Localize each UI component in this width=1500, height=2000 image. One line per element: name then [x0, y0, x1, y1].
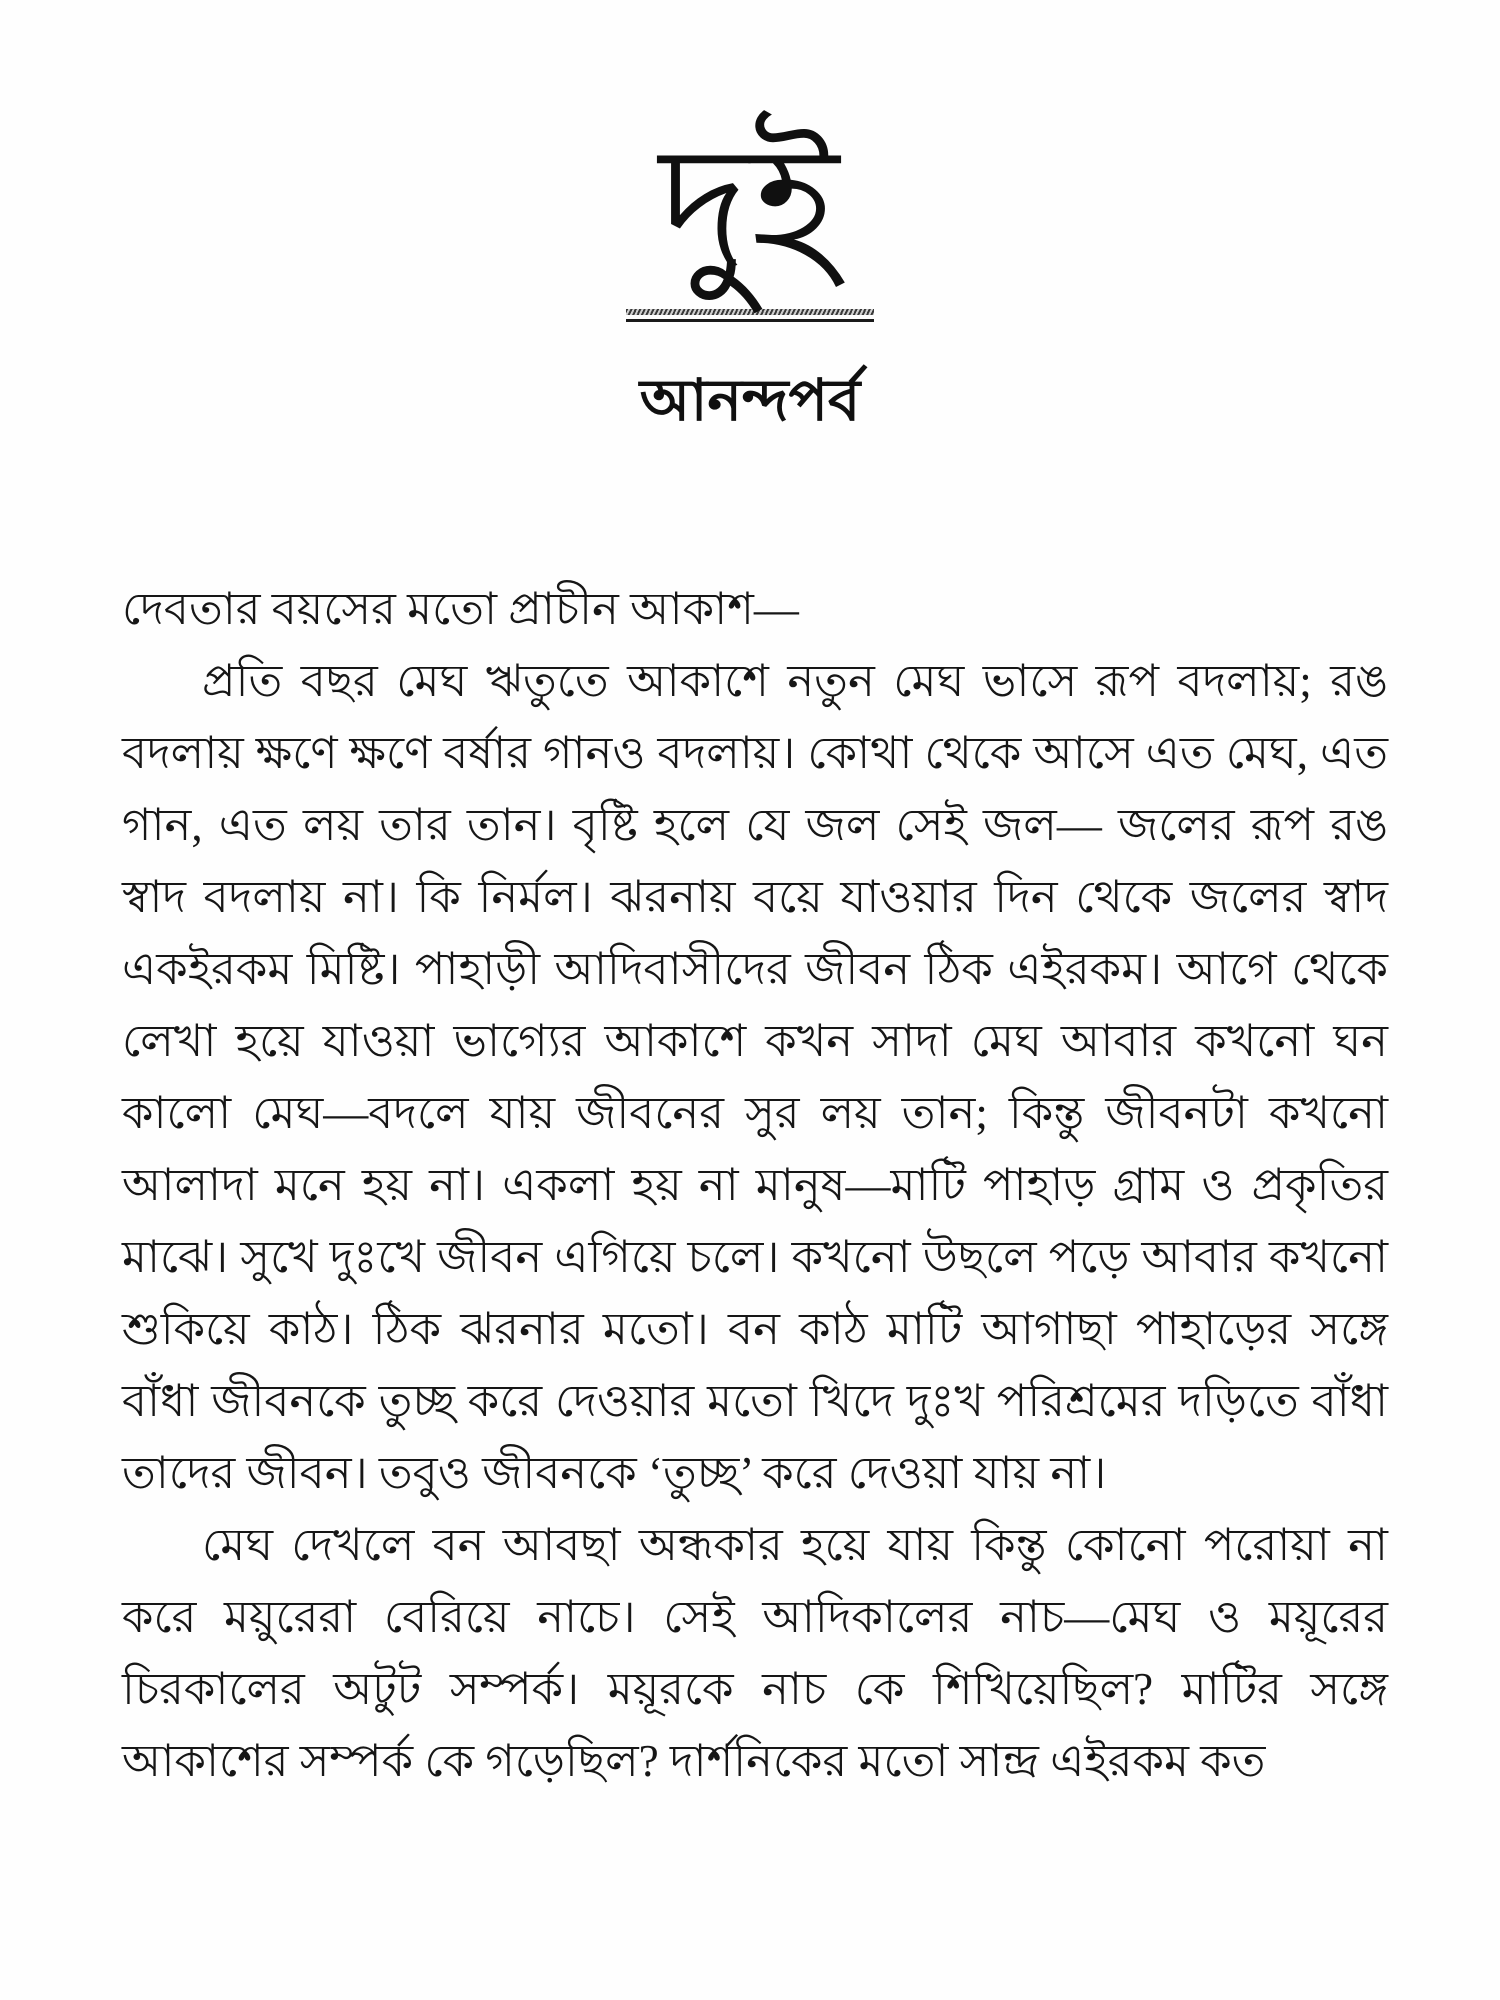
body-text [0, 573, 1500, 1797]
paragraph: প্রতি বছর মেঘ ঋতুতে আকাশে নতুন মেঘ ভাসে রূপ বদলায়; রঙ বদলায় ক্ষণে ক্ষণে বর্ষার গানও বদলায়। কোথা থেকে আসে এত মেঘ, এত গান, এত লয় তার তান। বৃষ্টি হলে যে জল সেই জল— জলের রূপ রঙ স্বাদ বদলায় না। কি নির্মল। ঝরনায় বয়ে যাওয়ার দিন থেকে জলের স্বাদ একইরকম মিষ্টি। পাহাড়ী আদিবাসীদের জীবন ঠিক এইরকম। আগে থেকে লেখা হয়ে যাওয়া ভাগ্যের আকাশে কখন সাদা মেঘ আবার কখনো ঘন কালো মেঘ—বদলে যায় জীবনের সুর লয় তান; কিন্তু জীবনটা কখনো আলাদা মনে হয় না। একলা হয় না মানুষ—মাটি পাহাড় গ্রাম ও প্রকৃতির মাঝে। সুখে দুঃখে জীবন এগিয়ে চলে। কখনো উছলে পড়ে আবার কখনো শুকিয়ে কাঠ। ঠিক ঝরনার মতো। বন কাঠ মাটি আগাছা পাহাড়ের সঙ্গে বাঁধা জীবনকে তুচ্ছ করে দেওয়ার মতো খিদে দুঃখ পরিশ্রমের দড়িতে বাঁধা তাদের জীবন। তবুও জীবনকে ‘তুচ্ছ’ করে দেওয়া যায় না। [122, 655, 1388, 1498]
divider-solid-rule [626, 319, 874, 322]
chapter-divider [626, 309, 874, 322]
paragraph: মেঘ দেখলে বন আবছা অন্ধকার হয়ে যায় কিন্তু কোনো পরোয়া না করে ময়ুরেরা বেরিয়ে নাচে। সেই আদিকালের নাচ—মেঘ ও ময়ূরের চিরকালের অটুট সম্পর্ক। ময়ূরকে নাচ কে শিখিয়েছিল? মাটির সঙ্গে আকাশের সম্পর্ক কে গড়েছিল? দার্শনিকের মতো সান্দ্র এইরকম কত [122, 1519, 1388, 1786]
chapter-title: আনন্দপর্ব [639, 367, 861, 433]
chapter-number: দুই [659, 115, 841, 303]
chapter-header [0, 0, 1500, 453]
divider-hatched-rule [626, 309, 874, 315]
paragraph: দেবতার বয়সের মতো প্রাচীন আকাশ— [122, 583, 799, 634]
